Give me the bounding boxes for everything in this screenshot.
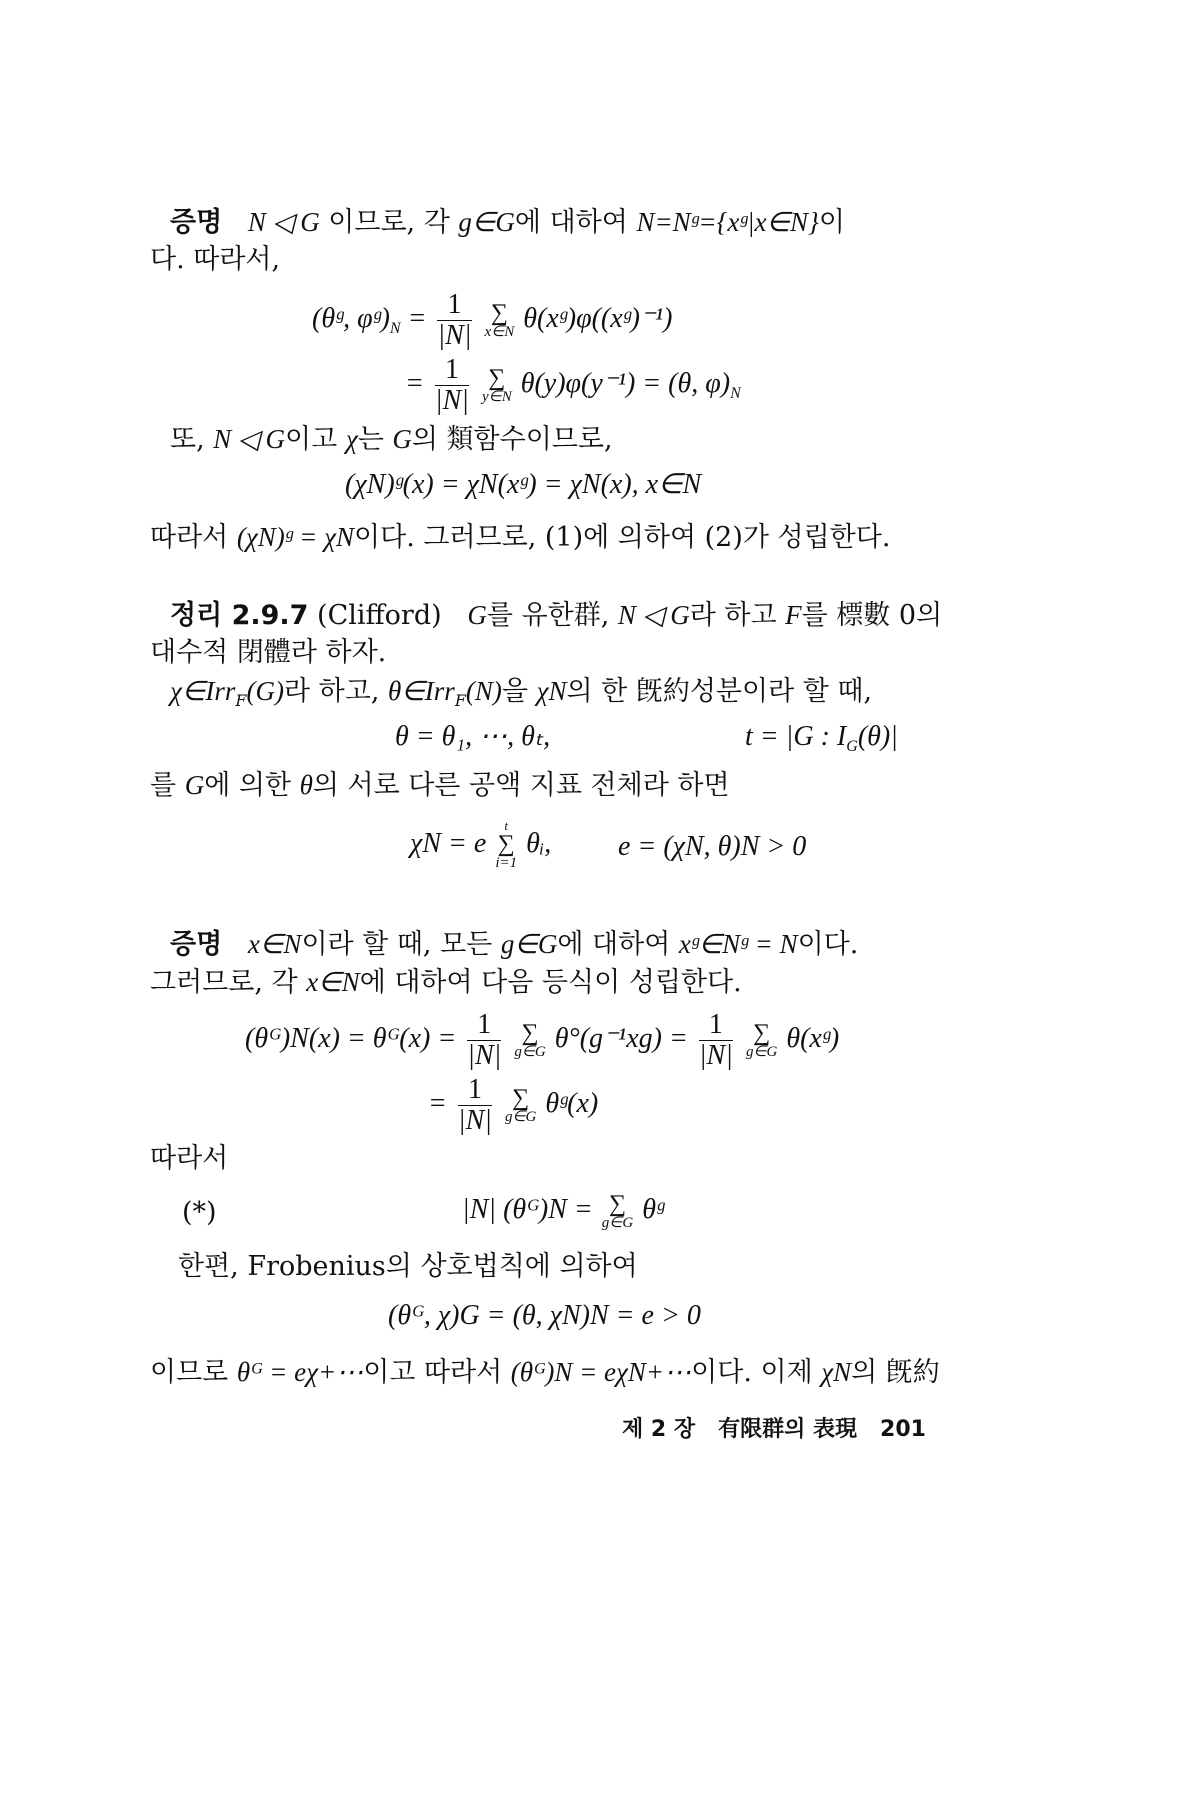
proof2-line1: 증명 x∈N이라 할 때, 모든 g∈G에 대하여 xᵍ∈Nᵍ = N이다.	[170, 929, 859, 960]
theorem-line3: χ∈Irr$_F$(G)라 하고, θ∈Irr$_F$(N)을 χN의 한 旣約성분이라 할 때,	[170, 676, 873, 710]
sum-symbol: ∑ g∈G	[514, 1020, 546, 1060]
sum-symbol: ∑ g∈G	[601, 1191, 634, 1231]
equation-label-star: (*)	[182, 1197, 217, 1228]
theorem-eq-t: t = |G : $I_G(\theta)|$	[745, 721, 898, 755]
equation-3: (χN)ᵍ(x) = χN(xᵍ) = χN(x), x∈N	[345, 469, 702, 500]
sum-symbol: ∑ x∈N	[484, 300, 515, 340]
theorem-line1: 정리 2.9.7 (Clifford) G를 유한群, N ◁ G라 하고 F를 標數 0의	[170, 600, 943, 631]
footer-chapter: 제 2 장	[622, 1417, 696, 1442]
theorem-line4: 를 G에 의한 θ의 서로 다른 공액 지표 전체라 하면	[150, 770, 730, 801]
sum-symbol: ∑ y∈N	[481, 365, 512, 405]
footer-title: 有限群의 表現	[718, 1417, 858, 1442]
theorem-eq-decomp: χN = e t ∑ i=1 θᵢ,	[410, 818, 552, 871]
proof2-equation-2: = $\frac{1}{|N|}$ ∑ g∈G θᵍ(x)	[428, 1074, 599, 1136]
proof1-line2: 다. 따라서,	[150, 244, 281, 275]
proof-heading: 증명	[170, 207, 223, 238]
proof2-equation-1: (θᴳ)N(x) = θᴳ(x) = $\frac{1}{|N|}$ ∑ g∈G θ°(g⁻¹xg) = $\frac{1}{|N|}$ ∑ g∈G θ(xᵍ)	[245, 1009, 840, 1071]
proof2-line5: 이므로 θᴳ = eχ+⋯이고 따라서 (θᴳ)N = eχN+⋯이다. 이제 χN의 旣約	[150, 1357, 940, 1388]
sum-symbol: ∑ g∈G	[745, 1020, 778, 1060]
theorem-eq-thetas: θ = θ₁, ⋯, θₜ,	[395, 721, 551, 752]
proof2-line2: 그러므로, 각 x∈N에 대하여 다음 등식이 성립한다.	[150, 967, 742, 998]
sum-symbol: ∑ g∈G	[504, 1085, 537, 1125]
sum-symbol: t ∑ i=1	[495, 818, 518, 871]
proof2-line4: 한편, Frobenius의 상호법칙에 의하여	[178, 1251, 638, 1282]
proof1-line4: 따라서 (χN)ᵍ = χN이다. 그러므로, (1)에 의하여 (2)가 성립한다.	[150, 522, 891, 553]
proof1-line3: 또, N ◁ G이고 χ는 G의 類함수이므로,	[170, 424, 613, 455]
equation-1: (θᵍ, $\varphi ᵍ)_N$ = $\frac{1}{|N|}$ ∑ x∈N θ(xᵍ)φ((xᵍ)⁻¹)	[312, 289, 673, 351]
proof2-line3: 따라서	[150, 1143, 229, 1174]
proof2-equation-3: |N| (θᴳ)N = ∑ g∈G θᵍ	[462, 1191, 664, 1231]
theorem-eq-e: e = (χN, θ)N > 0	[618, 831, 807, 862]
proof1-line1: 증명 N ◁ G 이므로, 각 g∈G에 대하여 N=Nᵍ={xᵍ|x∈N}이	[170, 207, 845, 238]
proof2-equation-4: (θᴳ, χ)G = (θ, χN)N = e > 0	[388, 1300, 701, 1331]
theorem-heading: 정리 2.9.7	[170, 600, 309, 631]
page-footer	[622, 1412, 926, 1443]
theorem-line2: 대수적 閉體라 하자.	[150, 637, 387, 668]
equation-2: = $\frac{1}{|N|}$ ∑ y∈N θ(y)φ(y⁻¹) = (θ, $\varphi)_N$	[405, 354, 741, 416]
page-number: 201	[880, 1417, 926, 1442]
proof-heading: 증명	[170, 929, 223, 960]
